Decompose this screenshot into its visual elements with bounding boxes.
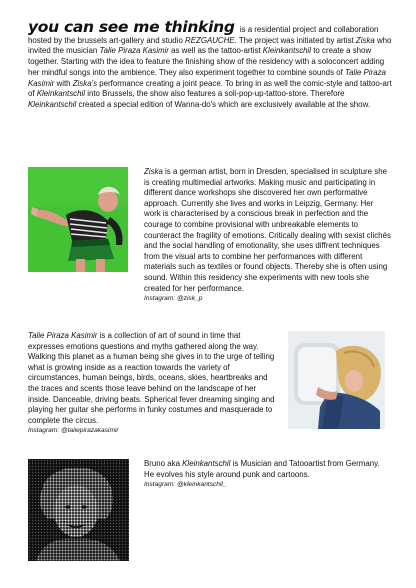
ziska-instagram: Instagram: @zisk_p (144, 295, 203, 303)
italic-name: Kleinkantschil (28, 99, 77, 109)
ziska-bio (144, 167, 392, 294)
intro-paragraph (28, 18, 394, 111)
italic-name: Kleinkantschil (182, 459, 231, 468)
italic-name: Ziska's (72, 78, 98, 88)
text-segment: is Musician and Tatooartist from Germany. He evolves his style around punk and cartoons. (144, 459, 380, 479)
intro-section (28, 18, 394, 111)
text-segment: The project was initiated by artist (236, 35, 356, 45)
italic-name: Kleinkantschil (36, 89, 86, 99)
bruno-instagram: Instagram: @kleinkantschil_ (144, 481, 227, 489)
bruno-bio (144, 459, 380, 480)
italic-name: Kleinkantschil (262, 46, 312, 56)
italic-name: Talie Piraza Kasimir (99, 46, 169, 56)
bruno-section (144, 459, 380, 491)
text-segment: as well as the tattoo-artist (168, 46, 263, 56)
italic-name: Talie Piraza Kasimir (28, 67, 386, 88)
talie-instagram: Instagram: @taliepirazakasimir (28, 427, 119, 435)
project-title: you can see me thinking (28, 18, 235, 36)
italic-name: Ziska (355, 35, 375, 45)
text-segment: created a special edition of Wanna-do's which are exclusively available at the show. (76, 99, 371, 109)
text-segment: performance creating a joint peace. To bring in as well the comic-style and tattoo-art of (28, 78, 392, 99)
text-segment: is a residential project and collaboration hosted by the brussels art-gallery and studio (28, 25, 379, 45)
text-segment: to create a show together. Starting with the idea to feature the finishing show of the residency with a soloconcert adding her mindful songs into the ambience. They also experiment together to combine sounds of (28, 46, 385, 77)
text-segment: into Brussels, the show also features a soli-pop-up-tattoo-store. Therefore (85, 89, 345, 99)
ziska-photo (28, 167, 128, 272)
italic-name: REZGAUCHE. (185, 35, 237, 45)
text-segment: is a german artist, born in Dresden, specialised in sculpture she is creating multimedial artworks. Making music and participating in different dance workshops she discovered her own performative approach. Currently she lives and works in Leipzig, Germany. Her work is characterised by a conscious break in perfection and the courage to combine provisional with unbreakable elements to counteract the fragility of emotions. Critically dealing with sexist clichés and the social handling of emotionality, she uses diffrent techniques from the visual arts to combine her performances with different materials such as textiles or found objects. Thereby she is often using sound. Within this residency she experiments with new tools she created for her performance. (144, 167, 391, 293)
italic-name: Ziska (144, 167, 163, 176)
bruno-photo (28, 459, 129, 561)
ziska-section (144, 167, 392, 305)
text-segment: with (54, 78, 73, 88)
talie-section (28, 331, 278, 437)
text-segment: is a collection of art of sound in time that expresses emotions questions and myths gathered along the way. Walking this planet as a human being she gives in to the urge of telling what is growing inside as a reaction towards the variety of circumstances, human beings, birds, oceans, skies, heartbreaks and the traces and scents those leave behind on the landscape of her inside. Danceable, driving beats. Spherical fever dreaming singing and playing her guitar she performs in funky costumes and masquerade to complete the circus. (28, 331, 275, 425)
text-segment: who invited the musician (28, 35, 392, 56)
italic-name: Talie Piraza Kasimir (28, 331, 98, 340)
talie-bio (28, 331, 278, 426)
text-segment: Bruno aka (144, 459, 183, 468)
talie-photo (288, 331, 385, 429)
